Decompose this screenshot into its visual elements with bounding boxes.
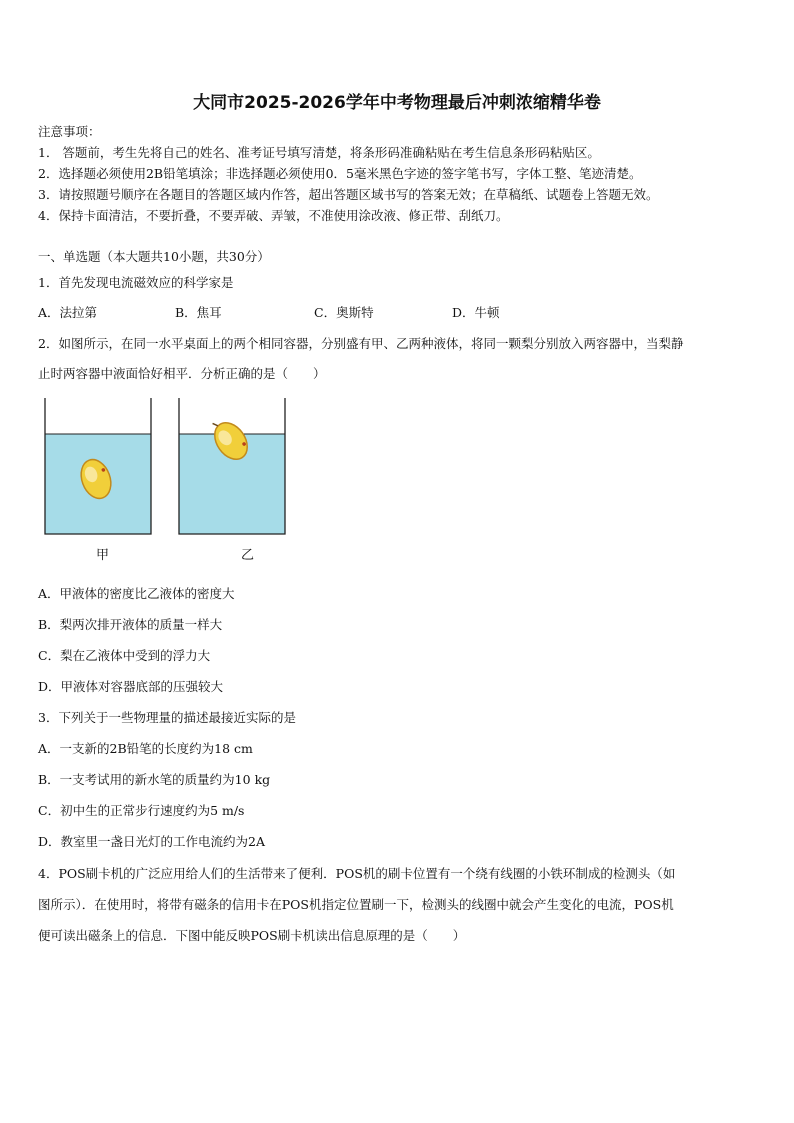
containers-figure <box>38 394 298 566</box>
question-2-option-d: D．甲液体对容器底部的压强较大 <box>38 679 224 694</box>
notice-item: 2．选择题必须使用2B铅笔填涂；非选择题必须使用0．5毫米黑色字迹的签字笔书写，字体工整、笔迹清楚。 <box>38 166 642 181</box>
notice-item: 3．请按照题号顺序在各题目的答题区域内作答，超出答题区域书写的答案无效；在草稿纸、试题卷上答题无效。 <box>38 187 659 202</box>
question-3-option-d: D．教室里一盏日光灯的工作电流约为2A <box>38 834 266 849</box>
containers-diagram <box>38 394 298 539</box>
question-2-option-b: B．梨两次排开液体的质量一样大 <box>38 617 223 632</box>
section-heading: 一、单选题（本大题共10小题，共30分） <box>38 249 270 264</box>
question-3-option-a: A．一支新的2B铅笔的长度约为18 cm <box>38 741 253 756</box>
question-1-stem: 1．首先发现电流磁效应的科学家是 <box>38 275 234 290</box>
question-3-option-c: C．初中生的正常步行速度约为5 m/s <box>38 803 245 818</box>
question-2-option-a: A．甲液体的密度比乙液体的密度大 <box>38 586 235 601</box>
question-1-options <box>38 303 538 321</box>
question-2-stem: 止时两容器中液面恰好相平．分析正确的是（ ） <box>38 366 326 381</box>
question-4-stem: 图所示）．在使用时，将带有磁条的信用卡在POS机指定位置刷一下，检测头的线圈中就会产生变化的电流，POS机 <box>38 897 674 912</box>
question-2-option-c: C．梨在乙液体中受到的浮力大 <box>38 648 211 663</box>
option-d: D．牛顿 <box>452 305 500 320</box>
option-a: A．法拉第 <box>38 305 98 320</box>
label-yi: 乙 <box>241 548 255 563</box>
exam-title: 大同市2025-2026学年中考物理最后冲刺浓缩精华卷 <box>193 93 601 113</box>
option-c: C．奥斯特 <box>314 305 374 320</box>
question-3-option-b: B．一支考试用的新水笔的质量约为10 kg <box>38 772 271 787</box>
question-4-stem: 4．POS刷卡机的广泛应用给人们的生活带来了便利．POS机的刷卡位置有一个绕有线圈的小铁环制成的检测头（如 <box>38 866 676 881</box>
notice-heading: 注意事项： <box>38 124 101 139</box>
question-4-stem: 便可读出磁条上的信息．下图中能反映POS刷卡机读出信息原理的是（ ） <box>38 928 466 943</box>
option-b: B．焦耳 <box>175 305 222 320</box>
notice-item: 4．保持卡面清洁，不要折叠，不要弄破、弄皱，不准使用涂改液、修正带、刮纸刀。 <box>38 208 509 223</box>
question-2-stem: 2．如图所示，在同一水平桌面上的两个相同容器，分别盛有甲、乙两种液体，将同一颗梨分别放入两容器中，当梨静 <box>38 336 684 351</box>
question-3-stem: 3．下列关于一些物理量的描述最接近实际的是 <box>38 710 296 725</box>
label-jia: 甲 <box>96 548 110 563</box>
notice-item: 1． 答题前，考生先将自己的姓名、准考证号填写清楚，将条形码准确粘贴在考生信息条形码粘贴区。 <box>38 145 600 160</box>
